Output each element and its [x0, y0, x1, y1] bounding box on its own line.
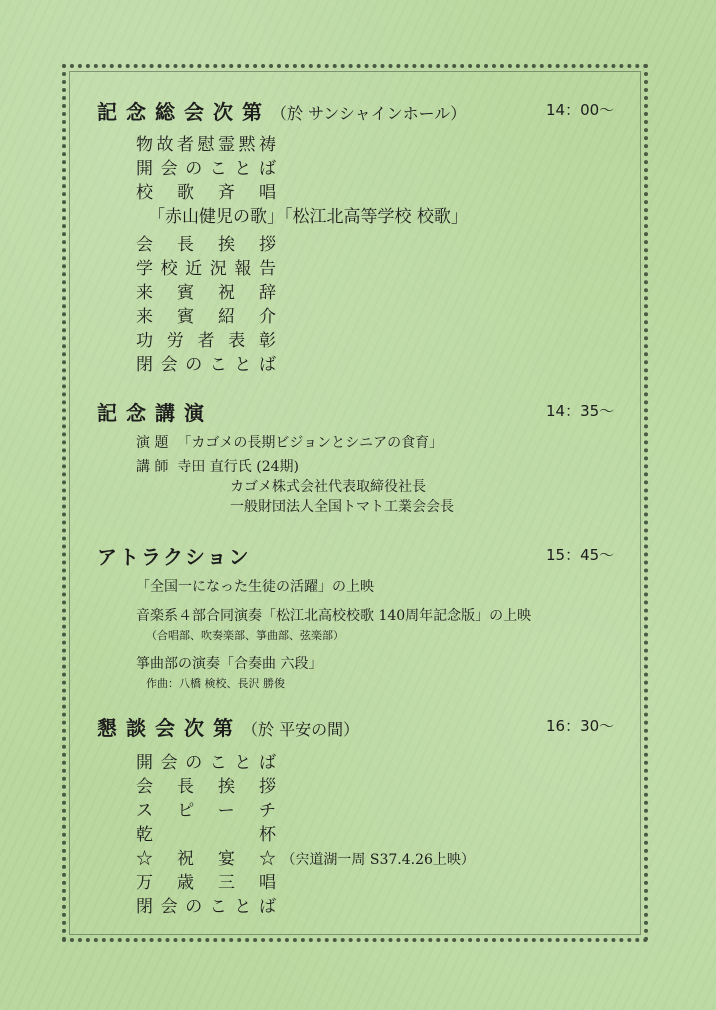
party-item: ☆祝宴☆: [136, 849, 276, 869]
lecture-topic-row: [136, 432, 443, 452]
attraction-time: 15：45～: [546, 546, 615, 564]
school-songs: 「赤山健児の歌」「松江北高等学校 校歌」: [148, 207, 468, 227]
banquet-row: [136, 844, 475, 869]
program-item: 会長挨拶: [136, 235, 276, 255]
speaker-role-2: 一般財団法人全国トマト工業会会長: [230, 499, 454, 515]
party-item: 乾杯: [136, 825, 276, 845]
lecture-speaker-row: [136, 456, 299, 476]
program-item: 閉会のことば: [136, 355, 276, 375]
lecture-topic: 「カゴメの長期ビジョンとシニアの食育」: [177, 435, 444, 451]
lecture-title: 記念講演: [97, 401, 213, 425]
party-item: 会長挨拶: [136, 777, 276, 797]
party-item: 万歳三唱: [136, 873, 276, 893]
program-item: 功労者表彰: [136, 331, 276, 351]
program-title: 記念総会次第: [97, 100, 271, 124]
banquet-note: （宍道湖一周 S37.4.26上映）: [281, 852, 475, 868]
topic-label: 演 題: [136, 435, 169, 451]
speaker-role-1: カゴメ株式会社代表取締役社長: [230, 479, 426, 495]
lecture-time: 14：35～: [546, 402, 615, 420]
program-item: 物故者慰霊黙祷: [136, 135, 276, 155]
attraction-item-3-note: 作曲：八橋 検校、長沢 勝俊: [146, 677, 285, 690]
party-title: 懇談会次第: [97, 716, 242, 740]
attraction-item-2: 音楽系４部合同演奏「松江北高校校歌 140周年記念版」の上映: [136, 608, 532, 624]
party-venue: （於 平安の間）: [242, 720, 360, 739]
program-time: 14：00～: [546, 101, 615, 119]
program-venue: （於 サンシャインホール）: [271, 104, 467, 123]
attraction-title: アトラクション: [97, 545, 251, 569]
party-item: スピーチ: [136, 801, 276, 821]
attraction-item-1: 「全国一になった生徒の活躍」の上映: [136, 579, 374, 595]
attraction-item-2-note: （合唱部、吹奏楽部、箏曲部、弦楽部）: [146, 629, 344, 642]
lecture-speaker: 寺田 直行氏 (24期): [177, 459, 299, 475]
attraction-item-3: 箏曲部の演奏「合奏曲 六段」: [136, 656, 323, 672]
party-item: 開会のことば: [136, 753, 276, 773]
program-item: 来賓祝辞: [136, 283, 276, 303]
program-item: 来賓紹介: [136, 307, 276, 327]
program-item: 校歌斉唱: [136, 183, 276, 203]
party-section-heading: [97, 712, 359, 741]
party-item: 閉会のことば: [136, 897, 276, 917]
party-time: 16：30～: [546, 717, 615, 735]
program-section-heading: [97, 96, 466, 125]
program-item: 開会のことば: [136, 159, 276, 179]
speaker-label: 講 師: [136, 459, 169, 475]
program-item: 学校近況報告: [136, 259, 276, 279]
